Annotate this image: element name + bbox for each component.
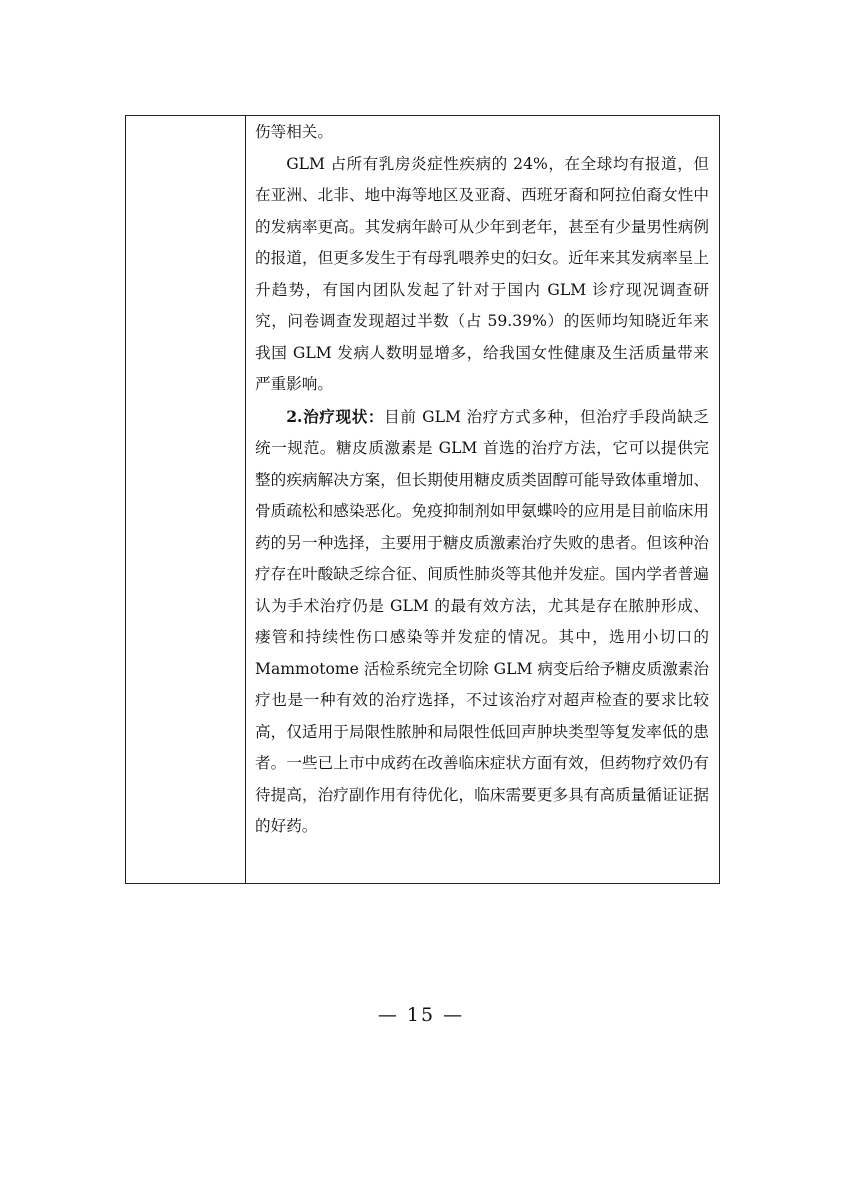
paragraph-treatment xyxy=(255,401,709,843)
treatment-body: 目前 GLM 治疗方式多种，但治疗手段尚缺乏统一规范。糖皮质激素是 GLM 首选的治疗方法，它可以提供完整的疾病解决方案，但长期使用糖皮质类固醇可能导致体重增加、骨质疏松和感染恶化。免疫抑制剂如甲氨蝶呤的应用是目前临床用药的另一种选择，主要用于糖皮质激素治疗失败的患者。但该种治疗存在叶酸缺乏综合征、间质性肺炎等其他并发症。国内学者普遍认为手术治疗仍是 GLM 的最有效方法，尤其是存在脓肿形成、瘘管和持续性伤口感染等并发症的情况。其中，选用小切口的 Mammotome 活检系统完全切除 GLM 病变后给予糖皮质激素治疗也是一种有效的治疗选择，不过该治疗对超声检查的要求比较高，仅适用于局限性脓肿和局限性低回声肿块类型等复发率低的患者。一些已上市中成药在改善临床症状方面有效，但药物疗效仍有待提高，治疗副作用有待优化，临床需要更多具有高质量循证证据的好药。 xyxy=(255,407,710,835)
page-number: — 15 — xyxy=(377,1004,465,1026)
table-label-cell xyxy=(126,116,246,883)
content-table xyxy=(125,115,720,884)
table-content-cell xyxy=(246,116,719,883)
treatment-heading: 2.治疗现状： xyxy=(286,406,385,426)
paragraph-continuation: 伤等相关。 xyxy=(255,123,333,141)
paragraph-epidemiology: GLM 占所有乳房炎症性疾病的 24%，在全球均有报道，但在亚洲、北非、地中海等地区及亚裔、西班牙裔和阿拉伯裔女性中的发病率更高。其发病年龄可从少年到老年，甚至有少量男性病例的报道，但更多发生于有母乳喂养史的妇女。近年来其发病率呈上升趋势，有国内团队发起了针对于国内 GLM 诊疗现况调查研究，问卷调查发现超过半数（占 59.39%）的医师均知晓近年来我国 GLM 发病人数明显增多，给我国女性健康及生活质量带来严重影响。 xyxy=(255,154,709,393)
